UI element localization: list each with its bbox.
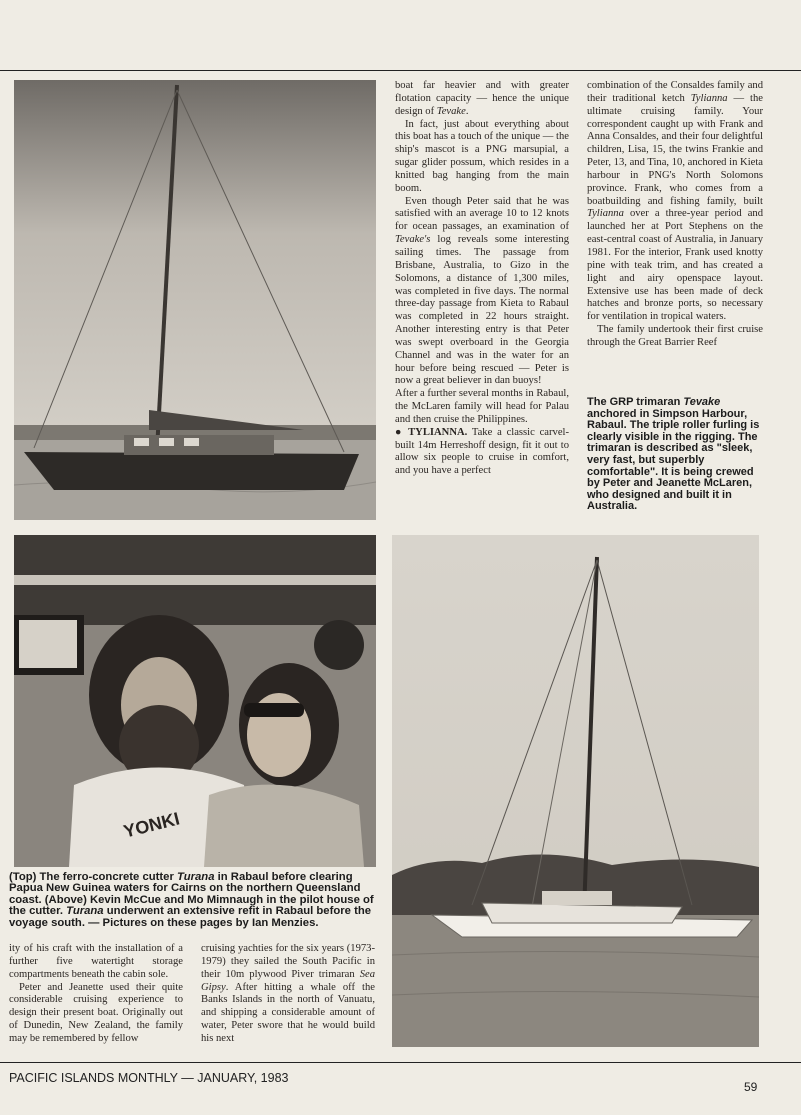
caption-trimaran: The GRP trimaran Tevake anchored in Simpson Harbour, Rabaul. The triple roller furling is clearly visible in the rigging. The trimaran is described as "sleek, very fast, but superbly comfortable". It is being crewed by Peter and Jeanette McLaren, who designed and built it in Australia.	[587, 396, 760, 513]
photo-trimaran-tevake	[392, 535, 759, 1047]
paragraph: The family undertook their first cruise through the Great Barrier Reef	[587, 324, 763, 348]
paragraph: ity of his craft with the installation of a further five watertight storage compartments beneath the cabin sole.	[9, 943, 183, 980]
page-number: 59	[744, 1080, 758, 1094]
paragraph: combination of the Consaldes family and their traditional ketch Tylianna — the ultimate cruising family. Your correspondent caught up with Frank and Anna Consaldes, and their four delightful children, Lisa, 15, the twins Frankie and Peter, 13, and Tina, 10, anchored in Kieta harbour in PNG's North Solomons province. Frank, who comes from a boatbuilding and fishing family, built Tylianna over a three-year period and launched her at Port Stephens on the east-central coast of Australia, in January 1981. For the interior, Frank used knotty pine with teak trim, and has created a light and airy openspace layout. Extensive use has been made of deck hatches and bronze ports, so necessary for ventilation in tropical waters.	[587, 80, 763, 323]
top-rule	[0, 70, 801, 71]
shirt-text: YONKI	[121, 808, 182, 842]
article-column-bottom-left	[9, 943, 183, 1046]
footer-publication: PACIFIC ISLANDS MONTHLY — JANUARY, 1983	[9, 1071, 289, 1085]
portrait-illustration	[14, 535, 376, 867]
paragraph: Peter and Jeanette used their quite considerable cruising experience to design their present boat. Originally out of Dunedin, New Zealand, the family may be remembered by fellow	[9, 981, 183, 1044]
paragraph: In fact, just about everything about this boat has a touch of the unique — the ship's mascot is a PNG marsupial, a sugar glider possum, which resides in a knitted bag hanging from the main boom.	[395, 118, 569, 194]
photo-pilot-house	[14, 535, 376, 867]
paragraph: Even though Peter said that he was satisfied with an average 10 to 12 knots for ocean passages, an examination of Tevake's log reveals some interesting sailing times. The passage from Brisbane, Australia, to Gizo in the Solomons, a distance of 1,300 miles, was completed in five days. The normal three-day passage from Kieta to Rabaul was completed in 22 hours straight. Another interesting entry is that Peter was swept overboard in the Georgia Channel and was in the water for an hour before being rescued — Peter is now a great believer in dan buoys!	[395, 195, 569, 387]
article-column-3	[587, 80, 763, 350]
article-column-2	[395, 80, 569, 478]
bottom-rule	[0, 1062, 801, 1063]
paragraph: After a further several months in Rabaul, the McLaren family will head for Palau and then cruise the Philippines.	[395, 388, 569, 425]
paragraph: ● TYLIANNA. Take a classic carvel-built 14m Herreshoff design, fit it out to allow six people to cruise in comfort, and you have a perfect	[395, 426, 569, 477]
paragraph: boat far heavier and with greater flotation capacity — hence the unique design of Tevake.	[395, 80, 569, 117]
article-column-bottom-mid	[201, 943, 375, 1046]
cutter-illustration	[14, 80, 376, 520]
caption-turana: (Top) The ferro-concrete cutter Turana in Rabaul before clearing Papua New Guinea waters for Cairns on the northern Queensland coast. (Above) Kevin McCue and Mo Mimnaugh in the pilot house of the cutter. Turana underwent an extensive refit in Rabaul before the voyage south. — Pictures on these pages by Ian Menzies.	[9, 871, 374, 929]
photo-cutter-turana	[14, 80, 376, 520]
paragraph: cruising yachties for the six years (1973-1979) they sailed the South Pacific in their 10m plywood Piver trimaran Sea Gipsy. After hitting a whale off the Banks Islands in the north of Vanuatu, and shipping a considerable amount of water, Peter swore that he would build his next	[201, 943, 375, 1044]
trimaran-illustration	[392, 535, 759, 1047]
